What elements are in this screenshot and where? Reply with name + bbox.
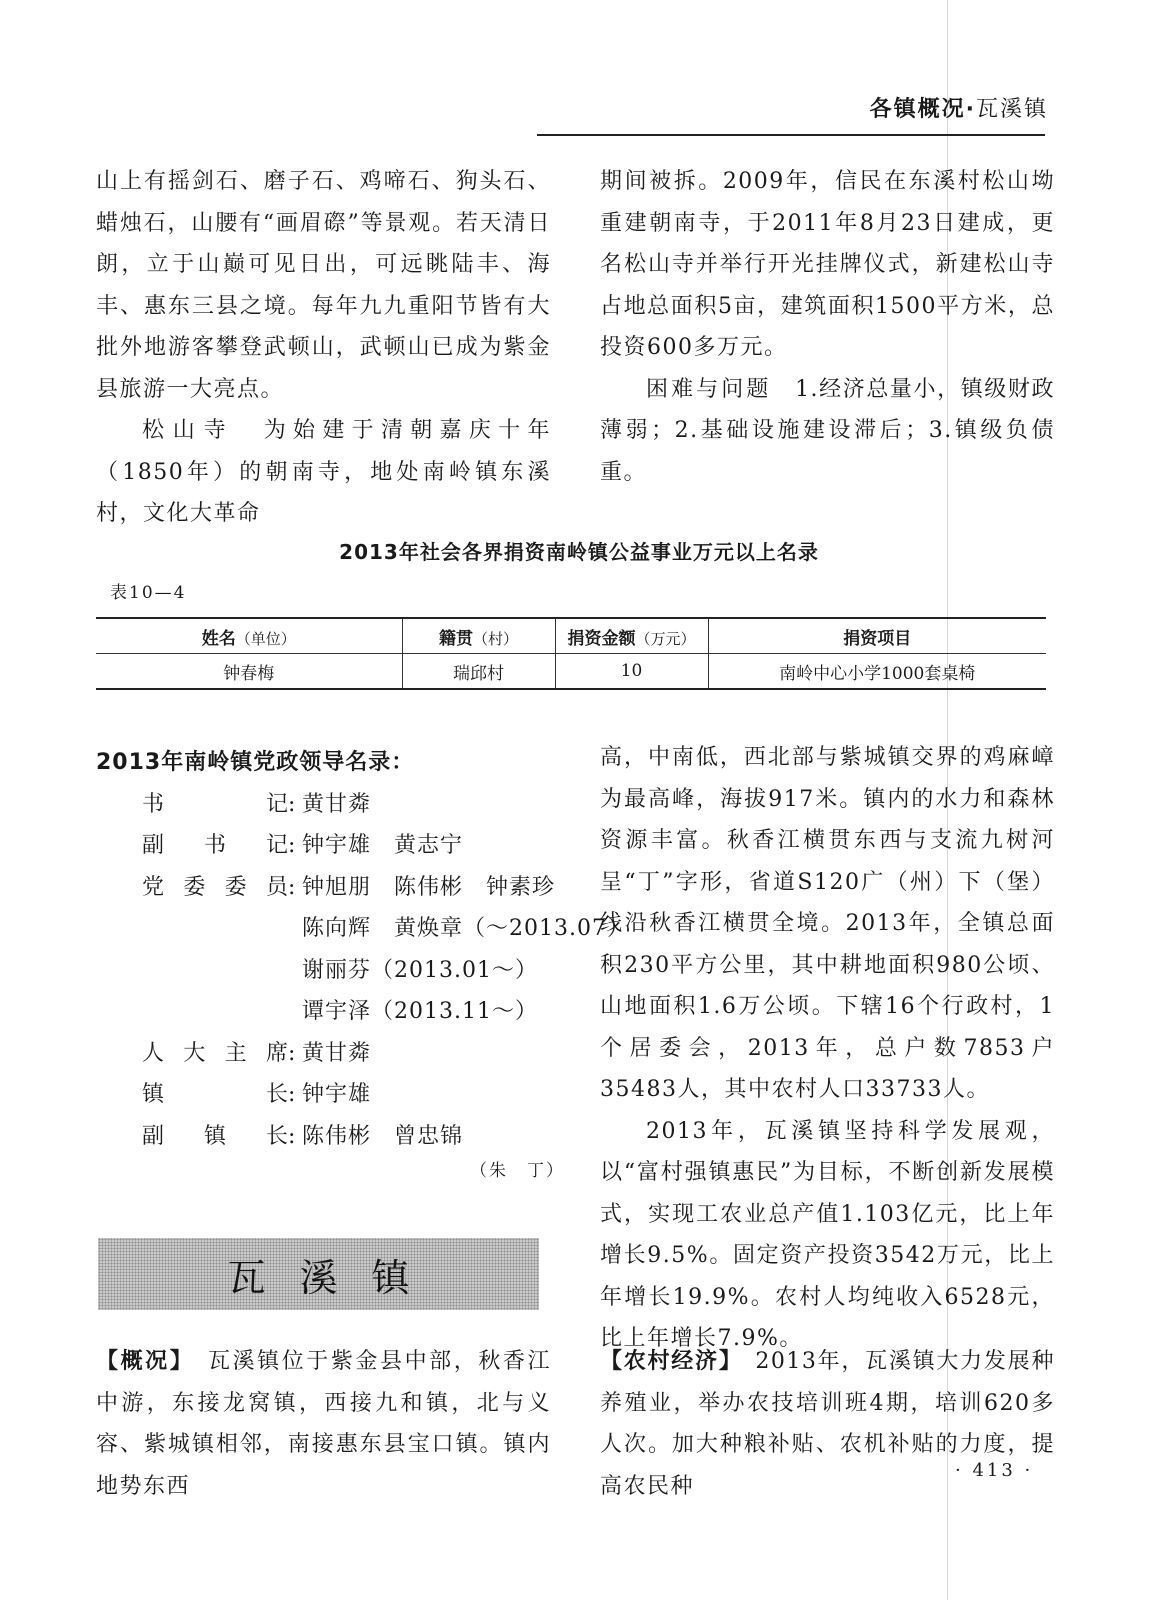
cell-name: 钟春梅 bbox=[223, 663, 275, 684]
column-header-name: 姓名（单位） bbox=[96, 618, 402, 654]
leader-names: 黄甘粦 bbox=[302, 1040, 372, 1066]
leaders-title: 2013年南岭镇党政领导名录： bbox=[96, 750, 415, 775]
column-header-origin: 籍贯（村） bbox=[402, 618, 555, 654]
donation-table bbox=[96, 617, 1046, 690]
header-rule bbox=[537, 134, 1045, 136]
leader-names: 陈伟彬 曾忠锦 bbox=[302, 1123, 464, 1149]
leader-row: 人大主席 : 黄甘粦 bbox=[96, 1033, 630, 1075]
overview-text: 瓦溪镇位于紫金县中部，秋香江中游，东接龙窝镇，西接九和镇，北与义容、紫城镇相邻，南接惠东县宝口镇。镇内地势东西 bbox=[96, 1349, 551, 1499]
keyword-songshan-temple: 松山寺 bbox=[142, 418, 235, 443]
table-label: 表10—4 bbox=[110, 583, 187, 603]
paragraph-overview: 【概况】 瓦溪镇位于紫金县中部，秋香江中游，东接龙窝镇，西接九和镇，北与义容、紫城镇相邻，南接惠东县宝口镇。镇内地势东西 bbox=[96, 1349, 551, 1499]
paragraph-economy: 2013年，瓦溪镇坚持科学发展观，以“富村强镇惠民”为目标，不断创新发展模式，实现工农业总产值1.103亿元，比上年增长9.5%。固定资产投资3542万元，比上年增长19.9%。农村人均纯收入6528元，比上年增长7.9%。 bbox=[600, 1118, 1055, 1351]
cell-project: 南岭中心小学1000套桌椅 bbox=[708, 654, 1046, 690]
difficulties-text: 1.经济总量小，镇级财政薄弱；2.基础设施建设滞后；3.镇级负债重。 bbox=[600, 376, 1055, 485]
leader-row: 党委委员 : 钟旭朋 陈伟彬 钟素珍 bbox=[96, 867, 630, 909]
leader-row bbox=[96, 908, 630, 950]
leader-role: 镇长 bbox=[142, 1082, 288, 1107]
header-subtitle: 瓦溪镇 bbox=[975, 97, 1048, 122]
rural-economy-label: 农村经济 bbox=[623, 1349, 719, 1374]
leader-names: 钟宇雄 黄志宁 bbox=[302, 833, 464, 858]
paragraph-temple-rebuild: 期间被拆。2009年，信民在东溪村松山坳重建朝南寺，于2011年8月23日建成，更名松山寺并举行开光挂牌仪式，新建松山寺占地总面积5亩，建筑面积1500平方米，总投资600多万元。 bbox=[600, 169, 1055, 360]
leader-role: 书记 bbox=[142, 791, 288, 817]
leader-role: 人大主席 bbox=[142, 1040, 288, 1066]
rural-economy-text: 2013年，瓦溪镇大力发展种养殖业，举办农技培训班4期，培训620多人次。加大种粮补贴、农机补贴的力度，提高农民种 bbox=[600, 1349, 1055, 1499]
table-title: 2013年社会各界捐资南岭镇公益事业万元以上名录 bbox=[339, 540, 819, 564]
leader-role: 副镇长 bbox=[142, 1123, 288, 1149]
songshan-temple-text: 为始建于清朝嘉庆十年（1850年）的朝南寺，地处南岭镇东溪村，文化大革命 bbox=[96, 418, 551, 526]
right-bottom-column bbox=[600, 737, 1055, 1360]
leader-row: 副书记 : 钟宇雄 黄志宁 bbox=[96, 825, 630, 867]
leaders-list bbox=[96, 742, 630, 1157]
leader-names: 谭宇泽（2013.11～） bbox=[302, 999, 538, 1024]
table-header-row bbox=[96, 618, 1046, 654]
page-number: · 413 · bbox=[955, 1460, 1034, 1481]
paragraph-difficulties bbox=[600, 369, 1055, 494]
section-title: 瓦溪镇 bbox=[227, 1255, 444, 1300]
running-header bbox=[870, 92, 1048, 123]
leader-role: 党委委员 bbox=[142, 874, 288, 900]
leader-role: 副书记 bbox=[142, 833, 288, 858]
section-heading-box bbox=[98, 1238, 539, 1310]
column-header-project: 捐资项目 bbox=[708, 618, 1046, 654]
leader-names: 陈向辉 黄焕章（～2013.07） bbox=[302, 916, 630, 941]
leader-names: 钟旭朋 陈伟彬 钟素珍 bbox=[302, 874, 556, 900]
paragraph-geography: 高，中南低，西北部与紫城镇交界的鸡麻嶂为最高峰，海拔917米。镇内的水力和森林资源丰富。秋香江横贯东西与支流九树河呈“丁”字形，省道S120广（州）下（堡）线沿秋香江横贯全境。2013年，全镇总面积230平方公里，其中耕地面积980公顷、山地面积1.6万公顷。下辖16个行政村，1个居委会，2013年，总户数7853户35483人，其中农村人口33733人。 bbox=[600, 745, 1055, 1102]
header-separator: · bbox=[965, 97, 976, 122]
column-header-amount: 捐资金额（万元） bbox=[555, 618, 708, 654]
cell-amount: 10 bbox=[555, 654, 708, 690]
left-top-column bbox=[96, 161, 551, 535]
leader-row bbox=[96, 991, 630, 1033]
header-title: 各镇概况 bbox=[869, 97, 966, 122]
leader-row bbox=[96, 950, 630, 992]
leader-names: 黄甘粦 bbox=[302, 791, 372, 817]
rural-economy-column bbox=[600, 1341, 1055, 1507]
cell-origin: 瑞邱村 bbox=[402, 654, 555, 690]
paragraph-rural-economy: 【农村经济】 2013年，瓦溪镇大力发展种养殖业，举办农技培训班4期，培训620多人次。加大种粮补贴、农机补贴的力度，提高农民种 bbox=[600, 1349, 1055, 1499]
table-row bbox=[96, 654, 1046, 690]
leader-row: 书记 : 黄甘粦 bbox=[96, 784, 630, 826]
right-top-column bbox=[600, 161, 1055, 493]
leader-names: 钟宇雄 bbox=[302, 1082, 372, 1107]
overview-column bbox=[96, 1341, 551, 1507]
leader-row: 镇长 : 钟宇雄 bbox=[96, 1074, 630, 1116]
paragraph-songshan-temple bbox=[96, 410, 551, 535]
leader-names: 谢丽芬（2013.01～） bbox=[302, 957, 538, 983]
paragraph-wudun-mountain: 山上有摇剑石、磨子石、鸡啼石、狗头石、蜡烛石，山腰有“画眉磜”等景观。若天清日朗，立于山巅可见日出，可远眺陆丰、海丰、惠东三县之境。每年九九重阳节皆有大批外地游客攀登武顿山，武顿山已成为紫金县旅游一大亮点。 bbox=[96, 169, 551, 402]
leader-row: 副镇长 : 陈伟彬 曾忠锦 bbox=[96, 1116, 630, 1158]
overview-label: 概况 bbox=[120, 1349, 170, 1374]
keyword-difficulties: 困难与问题 bbox=[646, 376, 772, 402]
author-credit: （朱 丁） bbox=[470, 1161, 565, 1181]
